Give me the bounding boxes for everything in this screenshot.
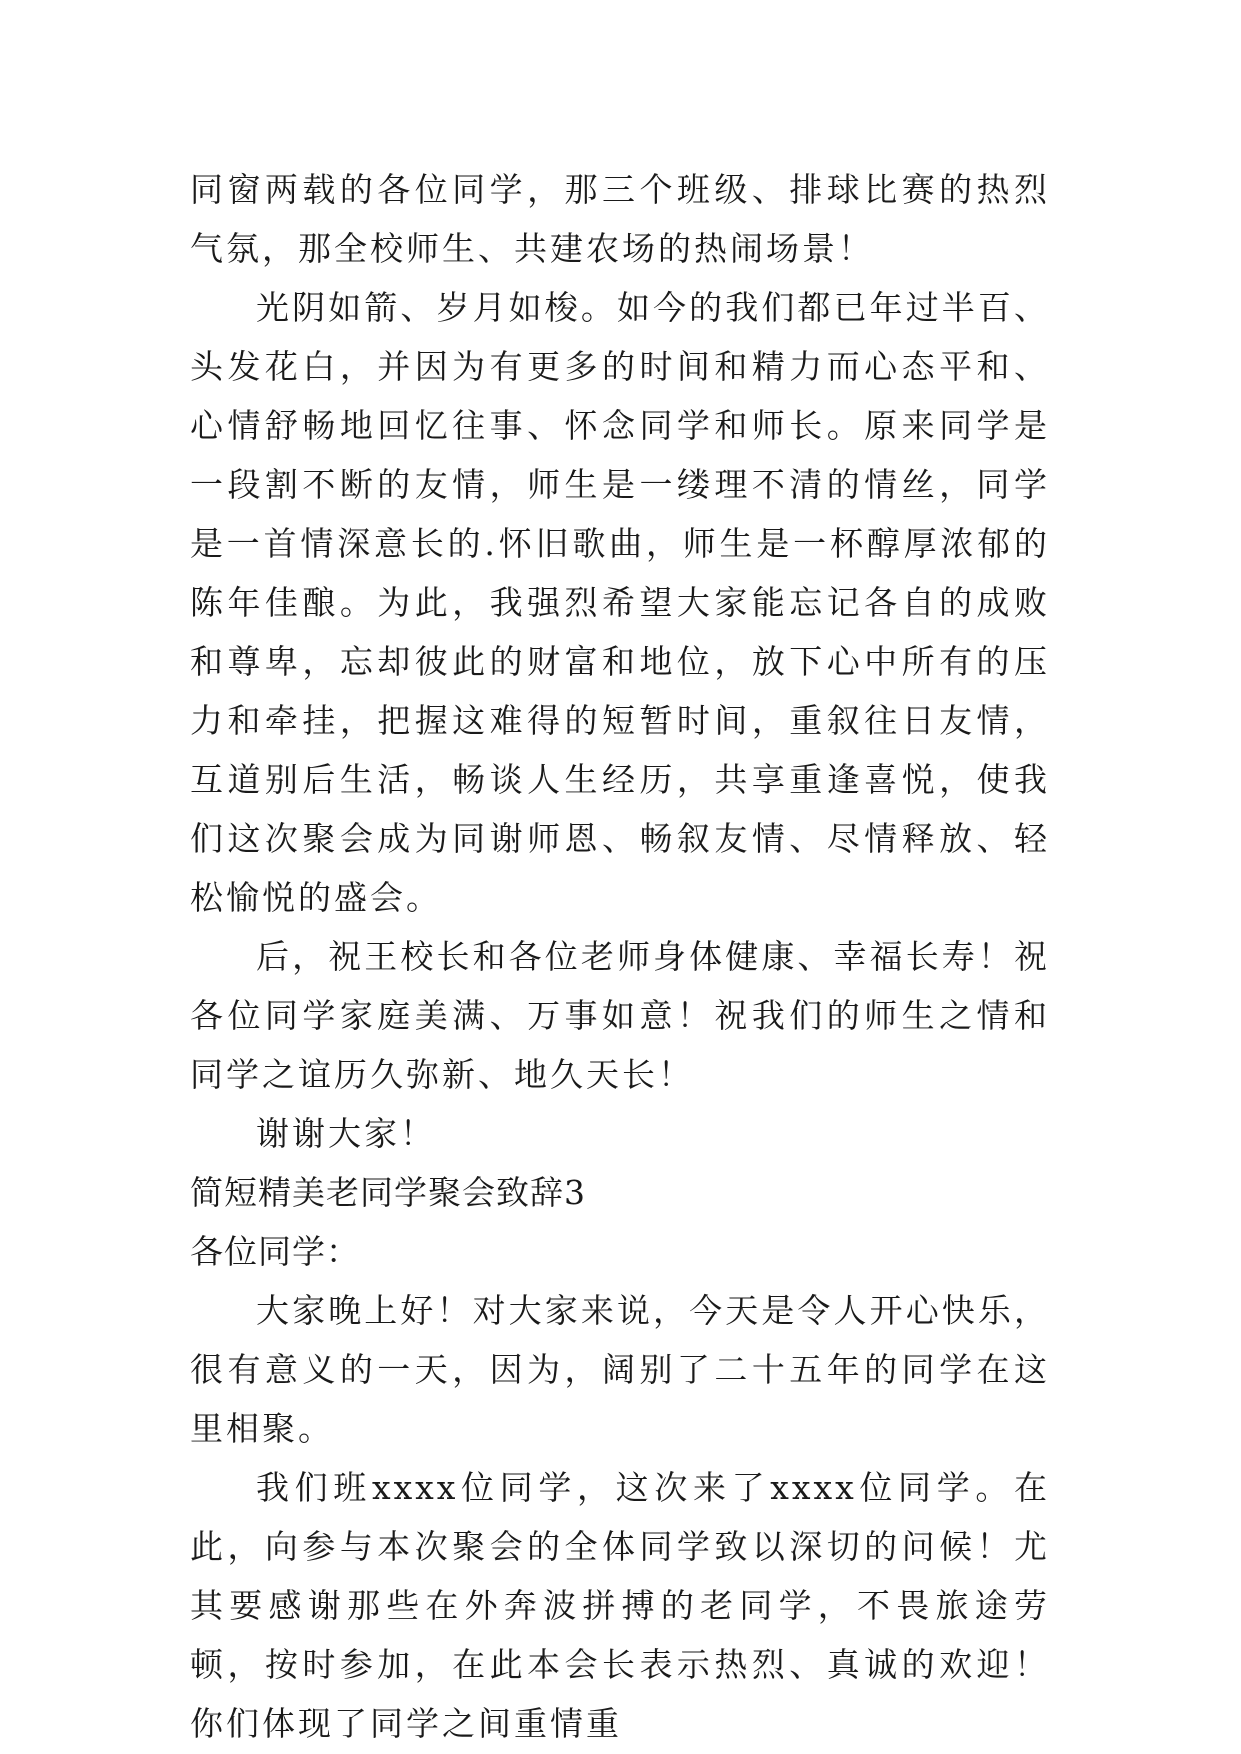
paragraph-2: 光阴如箭、岁月如梭。如今的我们都已年过半百、头发花白，并因为有更多的时间和精力而心态平和、心情舒畅地回忆往事、怀念同学和师长。原来同学是一段割不断的友情，师生是一缕理不清的情丝，同学是一首情深意长的.怀旧歌曲，师生是一杯醇厚浓郁的陈年佳酿。为此，我强烈希望大家能忘记各自的成败和尊卑，忘却彼此的财富和地位，放下心中所有的压力和牵挂，把握这难得的短暂时间，重叙往日友情，互道别后生活，畅谈人生经历，共享重逢喜悦，使我们这次聚会成为同谢师恩、畅叙友情、尽情释放、轻松愉悦的盛会。 [190,288,1050,917]
section-title: 简短精美老同学聚会致辞3 [190,1173,586,1212]
paragraph-6: 我们班xxxx位同学，这次来了xxxx位同学。在此，向参与本次聚会的全体同学致以深切的问候！尤其要感谢那些在外奔波拼搏的老同学，不畏旅途劳顿，按时参加，在此本会长表示热烈、真诚的欢迎！你们体现了同学之间重情重 [190,1468,1050,1743]
document-body [190,160,1050,1753]
salutation: 各位同学： [190,1232,360,1271]
paragraph-3: 后，祝王校长和各位老师身体健康、幸福长寿！祝各位同学家庭美满、万事如意！祝我们的师生之情和同学之谊历久弥新、地久天长！ [190,937,1050,1094]
paragraph-5: 大家晚上好！对大家来说，今天是令人开心快乐，很有意义的一天，因为，阔别了二十五年的同学在这里相聚。 [190,1291,1050,1448]
paragraph-1: 同窗两载的各位同学，那三个班级、排球比赛的热烈气氛，那全校师生、共建农场的热闹场景！ [190,170,1050,268]
paragraph-4: 谢谢大家！ [256,1114,436,1153]
